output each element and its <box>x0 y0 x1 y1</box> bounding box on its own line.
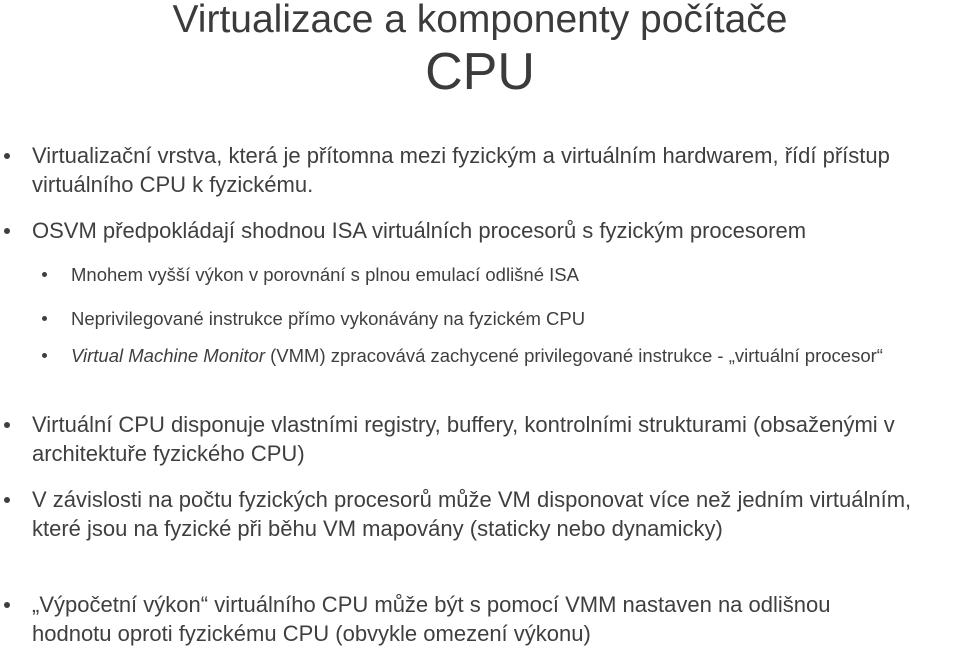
bullet-item <box>32 485 952 543</box>
bullet-text: Virtuální CPU disponuje vlastními registry, buffery, kontrolními strukturami (obsaženými v architektuře fyzického CPU) <box>32 412 895 466</box>
vmm-italic-text: Virtual Machine Monitor <box>71 345 265 366</box>
bullet-text: „Výpočetní výkon“ virtuálního CPU může být s pomocí VMM nastaven na odlišnou hodnotu oproti fyzickému CPU (obvykle omezení výkonu) <box>32 592 831 646</box>
bullet-item <box>32 590 912 648</box>
slide-subtitle: CPU <box>425 43 535 101</box>
bullet-item <box>32 410 932 468</box>
sub-bullet-text: Mnohem vyšší výkon v porovnání s plnou emulací odlišné ISA <box>71 264 579 285</box>
sub-bullet-text: (VMM) zpracovává zachycené privilegované instrukce - „virtuální procesor“ <box>265 345 883 366</box>
bullet-item <box>32 216 960 245</box>
bullet-item <box>32 141 960 199</box>
sub-bullet-text: Neprivilegované instrukce přímo vykonávány na fyzickém CPU <box>71 308 586 329</box>
sub-bullet-item <box>71 306 941 331</box>
bullet-text: Virtualizační vrstva, která je přítomna mezi fyzickým a virtuálním hardwarem, řídí přístup virtuálního CPU k fyzickému. <box>32 143 890 197</box>
bullet-text: OSVM předpokládají shodnou ISA virtuálních procesorů s fyzickým procesorem <box>32 218 807 243</box>
slide-title: Virtualizace a komponenty počítače <box>172 0 788 41</box>
bullet-text: V závislosti na počtu fyzických procesorů může VM disponovat více než jedním virtuálním, které jsou na fyzické při běhu VM mapovány (staticky nebo dynamicky) <box>32 487 912 541</box>
sub-bullet-item <box>71 262 941 287</box>
sub-bullet-item <box>71 343 921 368</box>
